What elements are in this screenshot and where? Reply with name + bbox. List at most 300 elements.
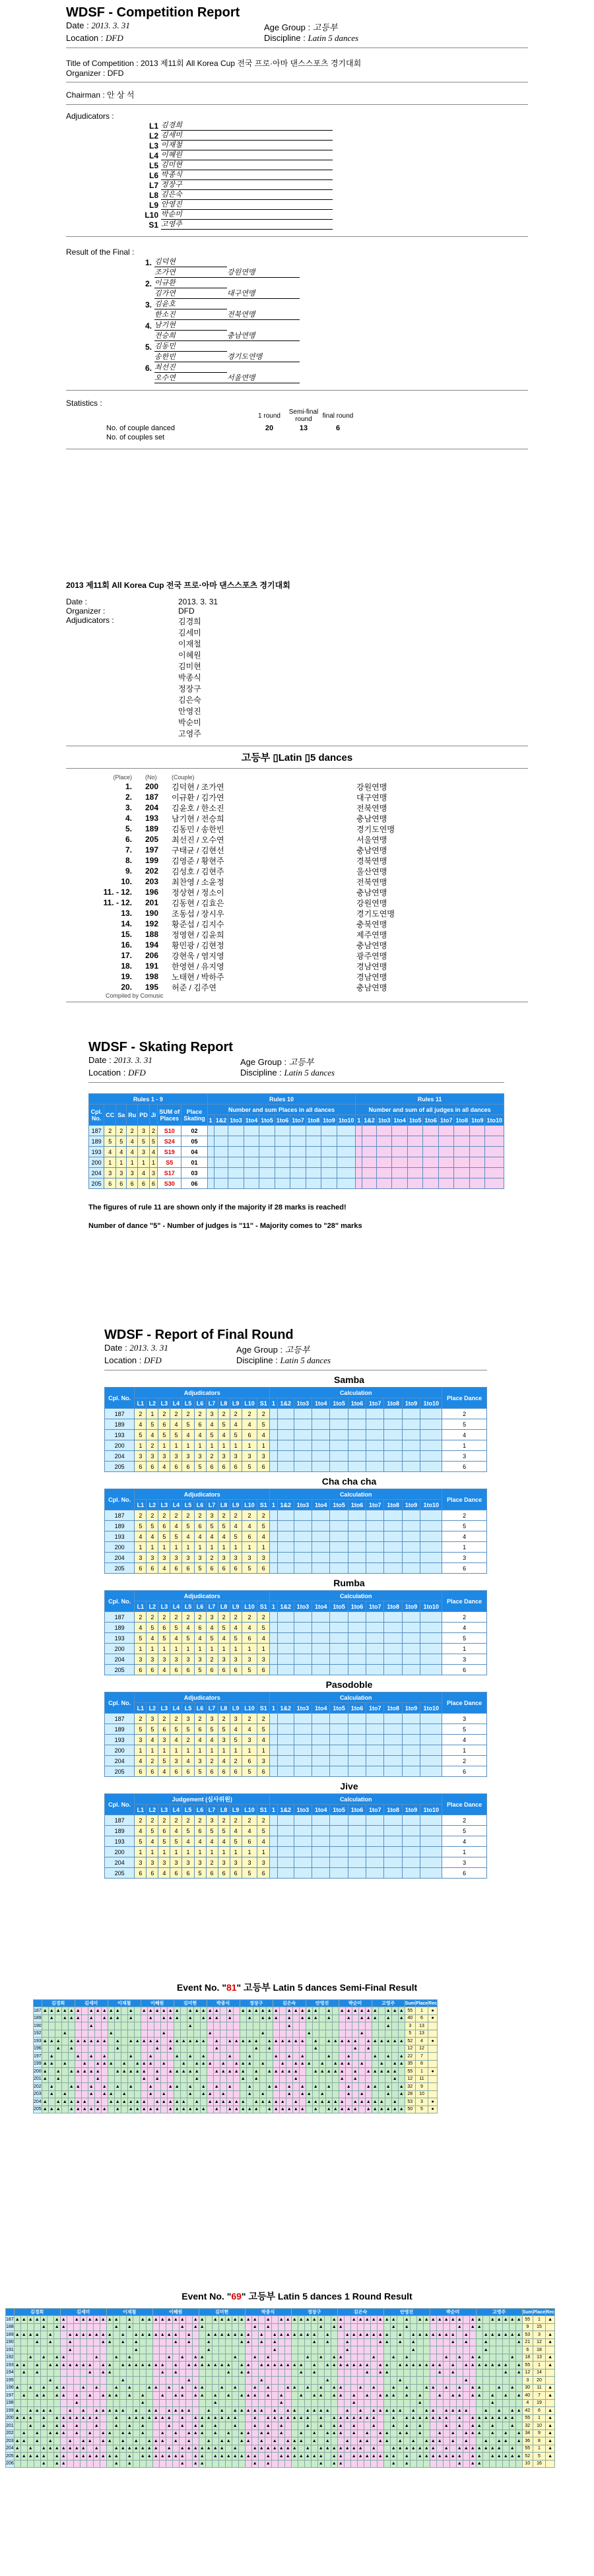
judge-mark: 4: [135, 1531, 147, 1542]
sum-cell: 42: [522, 2407, 533, 2415]
mark-cell: [378, 2090, 385, 2098]
dance-table: [104, 1692, 487, 1777]
mark-cell: ▲: [278, 2362, 284, 2369]
mark-cell: ▲: [147, 2053, 154, 2061]
mark-cell: [443, 2392, 449, 2400]
adjudicator-name: 안영진: [178, 707, 201, 716]
mark-cell: [174, 2045, 180, 2053]
couple-number: 189: [105, 1521, 135, 1531]
calc-cell: [420, 1553, 442, 1563]
rule10-cell: [244, 1157, 259, 1168]
mark-cell: [364, 2346, 370, 2354]
mark-cell: [304, 2392, 311, 2400]
mark-cell: ▲: [100, 2407, 106, 2415]
mark-cell: [147, 2022, 154, 2030]
judge-mark: 3: [218, 1857, 230, 1868]
mark-cell: [55, 2030, 61, 2038]
rule11-cell: [376, 1157, 392, 1168]
mark-cell: [93, 2460, 100, 2468]
mark-cell: ▲: [378, 2038, 385, 2045]
mark-cell: ▲: [73, 2362, 80, 2369]
mark-cell: [180, 2007, 187, 2015]
mark-cell: [502, 2323, 509, 2331]
judge-col: L6: [194, 1398, 206, 1409]
calc-cell: [270, 1612, 278, 1623]
mark-cell: [306, 2053, 312, 2061]
calc-cell: [270, 1510, 278, 1521]
couple-number: 193: [105, 1836, 135, 1847]
mark-cell: ▲: [449, 2331, 456, 2339]
mark-cell: ▲: [48, 2106, 55, 2113]
mark-cell: [60, 2338, 67, 2346]
mark-cell: [152, 2430, 159, 2437]
mark-cell: [251, 2331, 258, 2339]
judge-col: L5: [182, 1601, 194, 1612]
mark-cell: ▲: [509, 2453, 515, 2461]
mark-cell: ▲: [73, 2453, 80, 2461]
mark-cell: ▲: [238, 2331, 245, 2339]
mark-cell: ▲: [27, 2354, 34, 2362]
judge-mark: 3: [242, 1451, 257, 1462]
mark-cell: ▲: [344, 2331, 350, 2339]
place-cell: 4: [415, 2038, 428, 2045]
couple-number: 200: [105, 1644, 135, 1654]
calc-cell: [277, 1836, 294, 1847]
calc-cell: [312, 1868, 330, 1879]
mark-cell: [436, 2338, 443, 2346]
mark-cell: ▲: [325, 2106, 332, 2113]
mark-cell: [159, 2354, 166, 2362]
judge-col: L3: [158, 1805, 170, 1815]
mark-cell: [372, 2060, 378, 2068]
judge-mark: 3: [206, 1815, 218, 1826]
judge-mark: 1: [147, 1745, 158, 1756]
mark-cell: [463, 2460, 469, 2468]
judge-mark: 5: [194, 1766, 206, 1777]
mark-cell: ▲: [48, 2060, 55, 2068]
mark-cell: [266, 2030, 273, 2038]
age-group: 고등부: [312, 22, 338, 32]
mark-cell: ▲: [271, 2346, 278, 2354]
mark-cell: [251, 2338, 258, 2346]
dance-place: 3: [138, 1147, 150, 1157]
place-cell: 8: [415, 2060, 428, 2068]
couple-number: 201: [6, 2422, 15, 2430]
calc-cell: [402, 1766, 420, 1777]
mark-cell: [126, 2369, 133, 2377]
mark-cell: ▲: [370, 2407, 377, 2415]
judge-mark: 6: [158, 1826, 170, 1836]
mark-cell: ▲: [246, 2060, 253, 2068]
couple-number: 199: [34, 2060, 42, 2068]
mark-cell: ▲: [515, 2316, 522, 2324]
judge-mark: 4: [242, 1623, 257, 1633]
mark-cell: [251, 2437, 258, 2445]
mark-cell: ▲: [159, 2392, 166, 2400]
mark-cell: ▲: [365, 2038, 372, 2045]
mark-cell: [245, 2323, 251, 2331]
mark-cell: [81, 2030, 88, 2038]
mark-cell: ▲: [357, 2453, 364, 2461]
calc-cell: [294, 1563, 312, 1574]
calc-cell: [277, 1623, 294, 1633]
calc-cell: [384, 1623, 402, 1633]
mark-cell: [225, 2384, 232, 2392]
mark-cell: ▲: [108, 2060, 114, 2068]
mark-cell: ▲: [152, 2384, 159, 2392]
mark-cell: ▲: [88, 2068, 94, 2076]
mark-cell: ▲: [383, 2316, 390, 2324]
judge-col: S1: [257, 1703, 270, 1714]
mark-cell: [47, 2414, 53, 2422]
skating-row: [89, 1168, 504, 1178]
mark-cell: [27, 2437, 34, 2445]
mark-cell: [172, 2384, 179, 2392]
mark-cell: [298, 2384, 304, 2392]
judge-mark: 1: [230, 1847, 242, 1857]
sum-cell: 55: [522, 2316, 533, 2324]
mark-cell: [126, 2437, 133, 2445]
event-title: 고등부 ▯Latin ▯5 dances: [241, 752, 353, 763]
mark-cell: [55, 2060, 61, 2068]
mark-cell: [133, 2392, 139, 2400]
mark-cell: ▲: [47, 2437, 53, 2445]
calc-cell: [366, 1563, 384, 1574]
adjudicator-name: 박종식: [178, 673, 201, 682]
mark-cell: [167, 2075, 174, 2083]
calc-col: 1to9: [402, 1601, 420, 1612]
mark-cell: [179, 2437, 185, 2445]
judge-mark: 4: [194, 1836, 206, 1847]
mark-cell: [225, 2407, 232, 2415]
mark-cell: ▲: [147, 2106, 154, 2113]
rec-cell: [546, 2323, 555, 2331]
calc-cell: [348, 1440, 366, 1451]
mark-cell: [253, 2060, 259, 2068]
placing-club: 충남연맹: [356, 814, 387, 823]
mark-cell: ▲: [390, 2316, 397, 2324]
mark-cell: ▲: [284, 2316, 291, 2324]
mark-cell: ▲: [364, 2430, 370, 2437]
rule11-cell: [423, 1178, 439, 1189]
mark-cell: ▲: [358, 2060, 365, 2068]
judge-mark: 5: [218, 1724, 230, 1735]
judge-mark: 5: [170, 1623, 182, 1633]
mark-cell: ▲: [68, 2038, 75, 2045]
mark-cell: [233, 2053, 240, 2061]
rule10-cell: [306, 1168, 321, 1178]
mark-cell: [350, 2338, 357, 2346]
stats-value: [252, 433, 286, 442]
calc-col: 1&2: [277, 1398, 294, 1409]
mark-cell: [357, 2392, 364, 2400]
mark-cell: [27, 2338, 34, 2346]
mark-cell: [108, 2045, 114, 2053]
mark-cell: ▲: [166, 2445, 172, 2453]
mark-cell: ▲: [205, 2437, 212, 2445]
mark-cell: ▲: [403, 2430, 410, 2437]
mark-cell: ▲: [339, 2098, 345, 2106]
mark-cell: [391, 2045, 398, 2053]
calc-col: 1to10: [420, 1601, 442, 1612]
mark-cell: [226, 2030, 233, 2038]
mark-cell: [332, 2045, 339, 2053]
mark-cell: ▲: [502, 2392, 509, 2400]
result-lady: 전승희: [154, 330, 227, 341]
mark-cell: ▲: [265, 2362, 271, 2369]
mark-cell: [172, 2422, 179, 2430]
mark-cell: [365, 2075, 372, 2083]
mark-cell: [383, 2346, 390, 2354]
mark-cell: ▲: [61, 2030, 68, 2038]
mark-cell: [344, 2377, 350, 2385]
mark-cell: [159, 2407, 166, 2415]
mark-cell: ▲: [279, 2068, 286, 2076]
judge-mark: 1: [135, 1440, 147, 1451]
final-row: [105, 1815, 487, 1826]
judge-mark: 5: [206, 1633, 218, 1644]
mark-cell: [436, 2377, 443, 2385]
mark-cell: ▲: [147, 2060, 154, 2068]
placing-place: 17.: [121, 951, 132, 960]
calc-cell: [366, 1815, 384, 1826]
mark-cell: [141, 2030, 147, 2038]
placing-couple: 구태균 / 김현선: [172, 845, 224, 855]
mark-cell: [205, 2422, 212, 2430]
calc-cell: [402, 1440, 420, 1451]
mark-cell: [312, 2030, 319, 2038]
mark-cell: ▲: [357, 2445, 364, 2453]
judge-col: L8: [218, 1703, 230, 1714]
mark-cell: ▲: [127, 2068, 134, 2076]
judge-mark: 4: [194, 1735, 206, 1745]
mark-cell: [93, 2346, 100, 2354]
mark-cell: ▲: [469, 2414, 476, 2422]
placing-couple: 정영현 / 김윤희: [172, 930, 224, 940]
mark-cell: ▲: [509, 2422, 515, 2430]
judge-mark: 1: [158, 1542, 170, 1553]
couple-number: 187: [105, 1612, 135, 1623]
mark-cell: ▲: [251, 2392, 258, 2400]
mark-cell: ▲: [251, 2414, 258, 2422]
mark-cell: [93, 2377, 100, 2385]
mark-cell: ▲: [152, 2437, 159, 2445]
judge-mark: 2: [194, 1510, 206, 1521]
judge-mark: 6: [194, 1623, 206, 1633]
mark-cell: [199, 2377, 205, 2385]
mark-cell: [324, 2460, 331, 2468]
mark-cell: ▲: [449, 2392, 456, 2400]
judge-mark: 2: [230, 1612, 242, 1623]
mark-cell: ▲: [266, 2098, 273, 2106]
mark-cell: ▲: [174, 2038, 180, 2045]
mark-cell: ▲: [154, 2106, 160, 2113]
mark-cell: [370, 2399, 377, 2407]
judge-col: L4: [170, 1805, 182, 1815]
mark-cell: ▲: [345, 2090, 352, 2098]
calc-col: 1&2: [277, 1500, 294, 1510]
judge-mark: 5: [182, 1419, 194, 1430]
mark-cell: [185, 2354, 192, 2362]
judge-mark: 2: [230, 1756, 242, 1766]
mark-cell: ▲: [423, 2316, 430, 2324]
judge-mark: 3: [257, 1857, 270, 1868]
calc-cell: [277, 1826, 294, 1836]
calc-cell: [402, 1644, 420, 1654]
mark-cell: [430, 2369, 436, 2377]
judge-mark: 5: [218, 1826, 230, 1836]
mark-cell: [213, 2053, 220, 2061]
mark-cell: ▲: [80, 2316, 86, 2324]
mark-cell: [337, 2338, 344, 2346]
mark-cell: [489, 2437, 496, 2445]
calc-cell: [402, 1665, 420, 1675]
rule11-cell: [392, 1126, 408, 1136]
mark-cell: [108, 2075, 114, 2083]
event-row: [6, 2354, 555, 2362]
mark-cell: [48, 2045, 55, 2053]
mark-cell: ▲: [47, 2362, 53, 2369]
mark-cell: [350, 2377, 357, 2385]
calc-col: 1to9: [321, 1115, 337, 1126]
mark-cell: [108, 2068, 114, 2076]
mark-cell: ▲: [253, 2068, 259, 2076]
mark-cell: ▲: [489, 2316, 496, 2324]
mark-cell: [73, 2437, 80, 2445]
mark-cell: [147, 2068, 154, 2076]
dance-place: 5: [442, 1633, 487, 1644]
mark-cell: ▲: [159, 2414, 166, 2422]
mark-cell: [332, 2007, 339, 2015]
place-cell: 8: [533, 2437, 545, 2445]
statistics-label: Statistics :: [66, 399, 102, 408]
adjudicator-name: 김경희: [161, 119, 333, 131]
calc-cell: [420, 1745, 442, 1756]
mark-cell: [364, 2407, 370, 2415]
mark-cell: ▲: [139, 2430, 146, 2437]
judge-mark: 6: [147, 1563, 158, 1574]
mark-cell: ▲: [476, 2460, 482, 2468]
mark-cell: ▲: [304, 2354, 311, 2362]
judge-header: 정장구: [291, 2309, 337, 2316]
mark-cell: [172, 2460, 179, 2468]
stats-row-label: No. of couple danced: [106, 424, 175, 432]
mark-cell: ▲: [319, 2090, 325, 2098]
mark-cell: [325, 2090, 332, 2098]
mark-cell: [154, 2030, 160, 2038]
mark-cell: [127, 2090, 134, 2098]
mark-cell: [199, 2338, 205, 2346]
mark-cell: [273, 2060, 279, 2068]
mark-cell: ▲: [200, 2090, 207, 2098]
mark-cell: [55, 2090, 61, 2098]
col-header: Place Skating: [182, 1105, 207, 1126]
couple-number: 193: [105, 1531, 135, 1542]
mark-cell: ▲: [489, 2392, 496, 2400]
mark-cell: ▲: [372, 2098, 378, 2106]
calc-col: 1to6: [348, 1601, 366, 1612]
calc-cell: [348, 1745, 366, 1756]
rule10-cell: [207, 1136, 214, 1147]
mark-cell: ▲: [126, 2430, 133, 2437]
mark-cell: [397, 2346, 403, 2354]
rule10-cell: [259, 1136, 275, 1147]
judge-col: L6: [194, 1500, 206, 1510]
judge-mark: 3: [206, 1714, 218, 1724]
judge-mark: 4: [135, 1756, 147, 1766]
mark-cell: ▲: [159, 2331, 166, 2339]
mark-cell: ▲: [403, 2316, 410, 2324]
mark-cell: ▲: [213, 2045, 220, 2053]
mark-cell: [119, 2399, 126, 2407]
mark-cell: ▲: [390, 2445, 397, 2453]
mark-cell: [443, 2430, 449, 2437]
mark-cell: [311, 2346, 317, 2354]
mark-cell: ▲: [152, 2362, 159, 2369]
mark-cell: [48, 2030, 55, 2038]
dance-place: 1: [127, 1157, 138, 1168]
judge-mark: 4: [182, 1836, 194, 1847]
calc-cell: [330, 1531, 348, 1542]
mark-cell: [251, 2377, 258, 2385]
calc-col: 1to7: [290, 1115, 306, 1126]
placing-couple: 김윤호 / 한소진: [172, 803, 224, 813]
mark-cell: [299, 2030, 306, 2038]
mark-cell: [86, 2346, 93, 2354]
mark-cell: [106, 2384, 113, 2392]
mark-cell: ▲: [172, 2316, 179, 2324]
divider: [66, 104, 528, 105]
mark-cell: ▲: [40, 2323, 47, 2331]
summary-header: Place: [533, 2309, 546, 2315]
mark-cell: [232, 2369, 238, 2377]
mark-cell: ▲: [265, 2422, 271, 2430]
judge-mark: 2: [242, 1510, 257, 1521]
judge-mark: 1: [194, 1745, 206, 1756]
calc-cell: [384, 1553, 402, 1563]
mark-cell: ▲: [271, 2414, 278, 2422]
mark-cell: [258, 2414, 265, 2422]
rec-cell: [546, 2369, 555, 2377]
event-row: [6, 2460, 555, 2468]
judge-col: L7: [206, 1601, 218, 1612]
mark-cell: ▲: [20, 2362, 27, 2369]
stats-col-header: 1 round: [258, 412, 280, 420]
final-row: [105, 1553, 487, 1563]
placing-place: 5.: [125, 824, 132, 833]
judge-mark: 1: [135, 1745, 147, 1756]
mark-cell: [193, 2083, 200, 2091]
mark-cell: ▲: [192, 2392, 199, 2400]
mark-cell: [311, 2414, 317, 2422]
mark-cell: [496, 2346, 502, 2354]
mark-cell: [325, 2045, 332, 2053]
event-row: [34, 2060, 438, 2068]
calc-cell: [384, 1826, 402, 1836]
mark-cell: ▲: [325, 2014, 332, 2022]
judge-mark: 2: [230, 1815, 242, 1826]
mark-cell: [139, 2460, 146, 2468]
mark-cell: ▲: [81, 2068, 88, 2076]
rule10-cell: [321, 1157, 337, 1168]
mark-cell: ▲: [391, 2038, 398, 2045]
mark-cell: ▲: [339, 2106, 345, 2113]
mark-cell: ▲: [469, 2422, 476, 2430]
dance-title: Cha cha cha: [321, 1476, 377, 1487]
judge-mark: 3: [182, 1857, 194, 1868]
mark-cell: [94, 2022, 101, 2030]
mark-cell: [139, 2377, 146, 2385]
